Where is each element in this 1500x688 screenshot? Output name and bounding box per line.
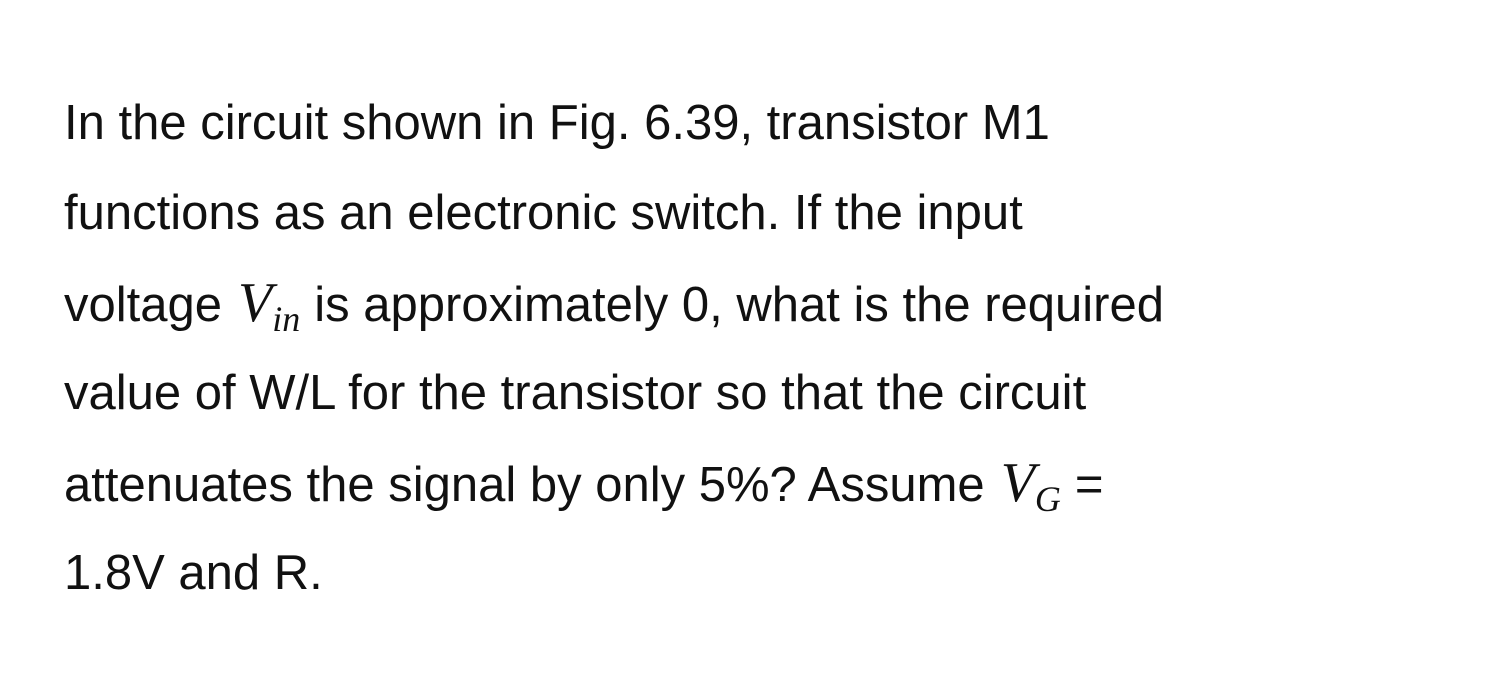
math-base: V [238,272,273,334]
math-vin [238,258,300,348]
text-line-4: value of W/L for the transistor so that the circuit [64,366,1087,420]
text-segment: voltage [64,278,223,332]
math-vg [1001,438,1061,528]
math-subscript: in [272,299,301,339]
math-base: V [1000,452,1035,514]
text-line-5 [64,438,1464,528]
text-segment: attenuates the signal by only 5%? Assume [64,458,985,512]
math-subscript: G [1034,479,1061,519]
text-line-2: functions as an electronic switch. If the input [64,186,1023,240]
text-segment: is approximately 0, what is the required [314,278,1164,332]
text-line-6: 1.8V and R. [64,546,323,600]
problem-text [64,78,1464,618]
text-segment: = [1074,458,1104,512]
text-line-3 [64,258,1464,348]
text-line-1: In the circuit shown in Fig. 6.39, transistor M1 [64,96,1050,150]
